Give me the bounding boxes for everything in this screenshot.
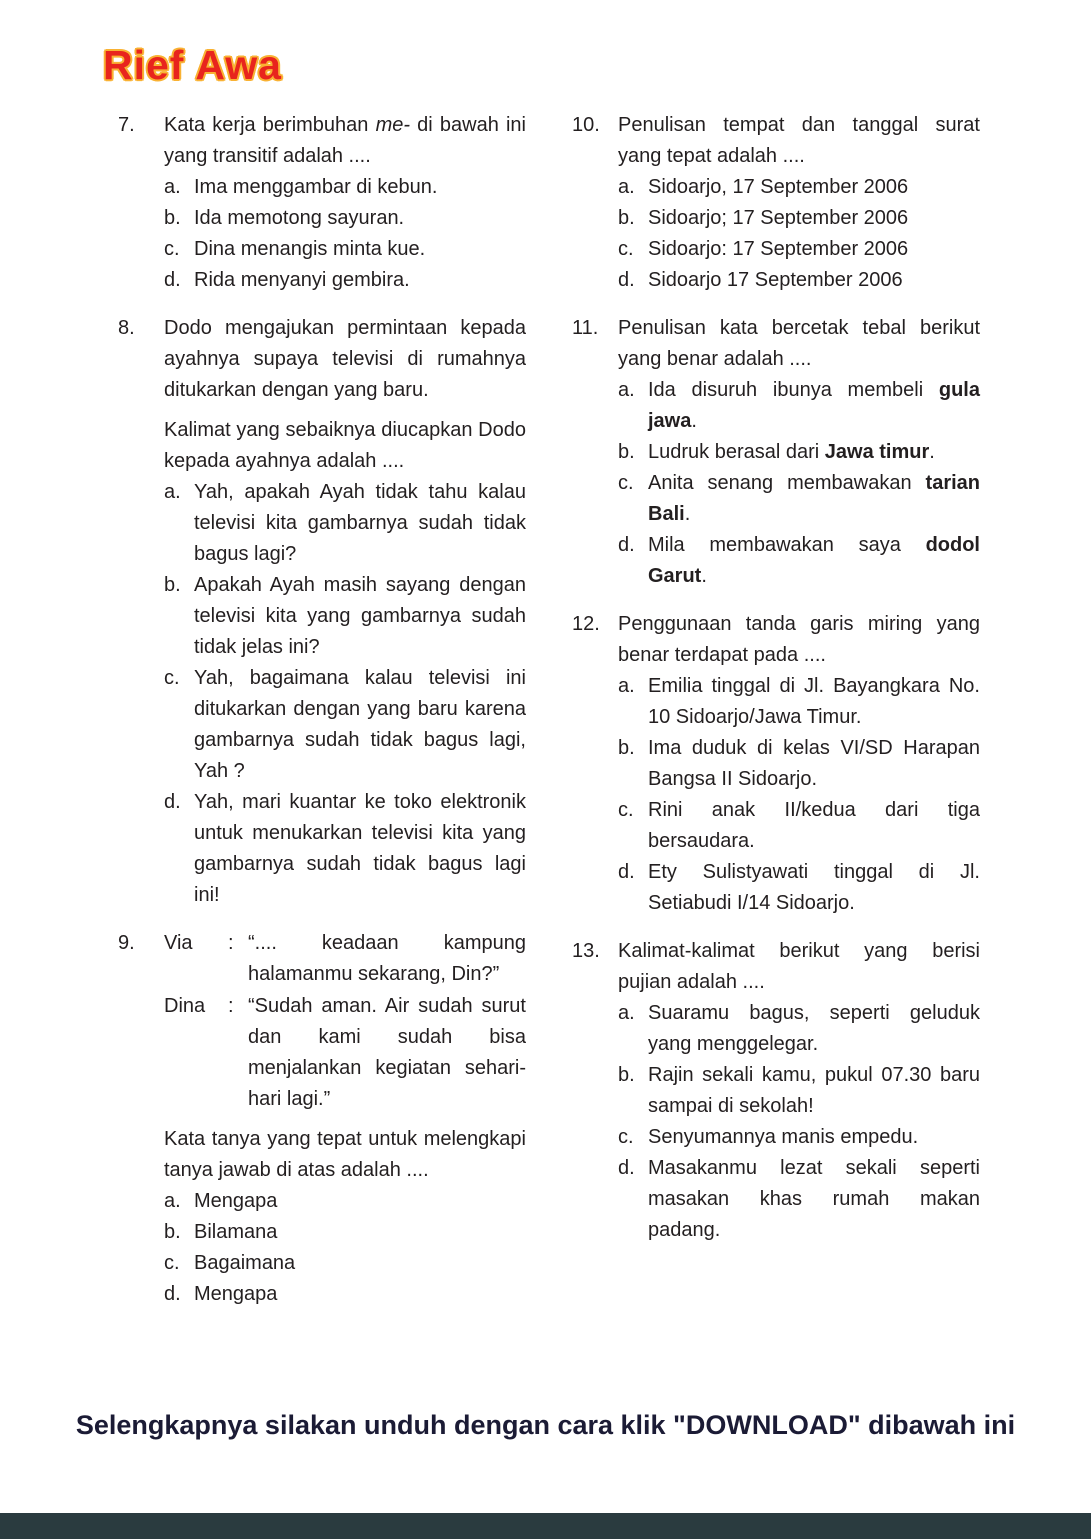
option-text	[648, 437, 980, 468]
question-9	[118, 928, 526, 1310]
option-a	[164, 1186, 526, 1217]
question-number: 11.	[572, 317, 599, 339]
option-d	[164, 265, 526, 296]
text-segment: Kalimat yang sebaiknya diucapkan Dodo kepada ayahnya adalah ....	[164, 419, 526, 472]
option-b	[164, 570, 526, 663]
option-text	[648, 998, 980, 1060]
option-label: b.	[164, 207, 181, 229]
text-segment: Mengapa	[194, 1283, 278, 1305]
option-b	[618, 203, 980, 234]
text-segment: .	[684, 503, 691, 525]
option-text	[648, 1122, 980, 1153]
question-8	[118, 313, 526, 911]
option-text	[648, 1060, 980, 1122]
option-c	[164, 1248, 526, 1279]
text-segment: Penulisan kata bercetak tebal berikut yang benar adalah ....	[618, 317, 980, 370]
question-number: 9.	[118, 932, 135, 954]
question-text	[618, 936, 980, 998]
option-text	[194, 234, 526, 265]
option-label: d.	[618, 861, 635, 883]
question-body	[618, 609, 980, 919]
option-text	[194, 570, 526, 663]
option-label: b.	[618, 737, 635, 759]
text-segment: Masakanmu lezat sekali seperti masakan khas rumah makan padang.	[648, 1157, 980, 1241]
option-a	[618, 172, 980, 203]
option-label: c.	[164, 238, 180, 260]
option-text	[648, 265, 980, 296]
question-body	[618, 110, 980, 296]
option-c	[164, 234, 526, 265]
option-text	[648, 857, 980, 919]
question-13	[572, 936, 980, 1246]
dialogue-text: “.... keadaan kampung halamanmu sekarang, Din?”	[248, 932, 526, 985]
text-segment: Anita senang membawakan	[648, 472, 926, 494]
option-label: a.	[618, 176, 635, 198]
option-text	[194, 1186, 526, 1217]
text-segment: Emilia tinggal di Jl. Bayangkara No. 10 Sidoarjo/Jawa Timur.	[648, 675, 980, 728]
option-text	[648, 375, 980, 437]
option-a	[618, 671, 980, 733]
text-segment: Kata kerja berimbuhan	[164, 114, 376, 136]
option-a	[164, 477, 526, 570]
text-segment: Rida menyanyi gembira.	[194, 269, 410, 291]
dialogue-speaker: Via	[164, 932, 193, 954]
question-body	[618, 936, 980, 1246]
text-segment: Bagaimana	[194, 1252, 296, 1274]
question-11	[572, 313, 980, 592]
text-segment: Penulisan tempat dan tanggal surat yang tepat adalah ....	[618, 114, 980, 167]
dialogue-colon: :	[228, 932, 234, 954]
option-text	[648, 1153, 980, 1246]
option-label: a.	[164, 176, 181, 198]
option-label: c.	[618, 472, 634, 494]
text-segment: Sidoarjo 17 September 2006	[648, 269, 903, 291]
option-text	[194, 203, 526, 234]
option-label: c.	[164, 667, 180, 689]
option-text	[194, 1217, 526, 1248]
question-body	[618, 313, 980, 592]
text-segment: Ima menggambar di kebun.	[194, 176, 438, 198]
question-7	[118, 110, 526, 296]
option-d	[164, 1279, 526, 1310]
column-right	[572, 110, 980, 1327]
text-segment: Ida memotong sayuran.	[194, 207, 405, 229]
option-label: d.	[164, 1283, 181, 1305]
option-text	[194, 787, 526, 911]
option-label: a.	[618, 1002, 635, 1024]
text-segment: di bawah ini yang transitif adalah ....	[164, 114, 526, 167]
text-segment: Kata tanya yang tepat untuk melengkapi tanya jawab di atas adalah ....	[164, 1128, 526, 1181]
option-c	[618, 795, 980, 857]
option-text	[194, 172, 526, 203]
option-label: b.	[618, 207, 635, 229]
option-label: b.	[164, 574, 181, 596]
rief-awa-logo: Rief Awa	[103, 42, 282, 88]
question-text	[618, 609, 980, 671]
option-label: d.	[618, 269, 635, 291]
text-segment: .	[929, 441, 935, 463]
option-label: b.	[618, 441, 635, 463]
question-text	[618, 313, 980, 375]
option-text	[648, 795, 980, 857]
text-segment: tarian Bali	[648, 472, 980, 525]
option-label: c.	[618, 1126, 634, 1148]
option-text	[648, 733, 980, 795]
text-segment: Bilamana	[194, 1221, 278, 1243]
option-text	[648, 530, 980, 592]
option-d	[618, 530, 980, 592]
option-text	[194, 477, 526, 570]
question-number: 8.	[118, 317, 135, 339]
option-b	[164, 1217, 526, 1248]
text-segment: Sidoarjo, 17 September 2006	[648, 176, 909, 198]
text-segment: Sidoarjo; 17 September 2006	[648, 207, 909, 229]
option-label: c.	[618, 238, 634, 260]
dialogue-speaker: Dina	[164, 995, 206, 1017]
option-text	[648, 172, 980, 203]
text-segment: Yah, bagaimana kalau televisi ini ditukarkan dengan yang baru karena gambarnya sudah tidak bagus lagi, Yah ?	[194, 667, 526, 782]
text-segment: Apakah Ayah masih sayang dengan televisi kita yang gambarnya sudah tidak jelas ini?	[194, 574, 526, 658]
text-segment: .	[691, 410, 697, 432]
text-segment: gula jawa	[648, 379, 980, 432]
option-label: a.	[618, 379, 635, 401]
column-left	[118, 110, 526, 1327]
text-segment: Ludruk berasal dari	[648, 441, 825, 463]
question-number: 12.	[572, 613, 600, 635]
option-d	[618, 1153, 980, 1246]
option-label: b.	[164, 1221, 181, 1243]
question-body	[164, 110, 526, 296]
text-segment: me-	[375, 114, 411, 136]
dialogue-text: “Sudah aman. Air sudah surut dan kami sudah bisa menjalankan kegiatan sehari-hari lagi.”	[248, 995, 526, 1110]
option-text	[648, 203, 980, 234]
text-segment: Mengapa	[194, 1190, 278, 1212]
text-segment: Ima duduk di kelas VI/SD Harapan Bangsa II Sidoarjo.	[648, 737, 980, 790]
text-segment: Suaramu bagus, seperti geluduk yang menggelegar.	[648, 1002, 980, 1055]
question-text	[164, 110, 526, 172]
text-segment: Senyumannya manis empedu.	[648, 1126, 919, 1148]
option-a	[618, 998, 980, 1060]
text-segment: dodol Garut	[648, 534, 980, 587]
text-segment: Kalimat-kalimat berikut yang berisi pujian adalah ....	[618, 940, 980, 993]
question-12	[572, 609, 980, 919]
option-label: d.	[164, 791, 181, 813]
option-c	[618, 468, 980, 530]
option-label: a.	[618, 675, 635, 697]
option-label: d.	[618, 1157, 635, 1179]
dialogue-colon: :	[228, 995, 234, 1017]
questions-area	[118, 110, 980, 1327]
dialogue-line	[164, 991, 526, 1115]
option-label: b.	[618, 1064, 635, 1086]
text-segment: Yah, apakah Ayah tidak tahu kalau televisi kita gambarnya sudah tidak bagus lagi?	[194, 481, 526, 565]
option-d	[164, 787, 526, 911]
option-text	[648, 671, 980, 733]
option-text	[194, 663, 526, 787]
question-body	[164, 928, 526, 1310]
option-text	[648, 234, 980, 265]
option-d	[618, 857, 980, 919]
question-10	[572, 110, 980, 296]
option-b	[618, 1060, 980, 1122]
text-segment: Dina menangis minta kue.	[194, 238, 426, 260]
text-segment: Ety Sulistyawati tinggal di Jl. Setiabudi I/14 Sidoarjo.	[648, 861, 980, 914]
question-text	[164, 415, 526, 477]
option-label: d.	[164, 269, 181, 291]
question-number: 10.	[572, 114, 600, 136]
dialogue-line	[164, 928, 526, 990]
option-label: d.	[618, 534, 635, 556]
text-segment: Jawa timur	[824, 441, 930, 463]
option-c	[618, 1122, 980, 1153]
option-b	[618, 437, 980, 468]
question-text	[618, 110, 980, 172]
option-text	[194, 265, 526, 296]
text-segment: Penggunaan tanda garis miring yang benar terdapat pada ....	[618, 613, 980, 666]
option-text	[194, 1248, 526, 1279]
question-number: 13.	[572, 940, 600, 962]
option-c	[164, 663, 526, 787]
text-segment: Sidoarjo: 17 September 2006	[648, 238, 909, 260]
text-segment: Mila membawakan saya	[648, 534, 926, 556]
text-segment: .	[701, 565, 707, 587]
option-b	[618, 733, 980, 795]
question-text	[164, 1124, 526, 1186]
option-text	[194, 1279, 526, 1310]
download-note: Selengkapnya silakan unduh dengan cara klik "DOWNLOAD" dibawah ini	[75, 1410, 1016, 1440]
text-segment: Dodo mengajukan permintaan kepada ayahnya supaya televisi di rumahnya ditukarkan dengan yang baru.	[164, 317, 526, 401]
option-text	[648, 468, 980, 530]
option-b	[164, 203, 526, 234]
option-d	[618, 265, 980, 296]
option-c	[618, 234, 980, 265]
option-label: c.	[164, 1252, 180, 1274]
question-number: 7.	[118, 114, 135, 136]
option-label: c.	[618, 799, 634, 821]
text-segment: Rini anak II/kedua dari tiga bersaudara.	[648, 799, 980, 852]
option-label: a.	[164, 481, 181, 503]
text-segment: Ida disuruh ibunya membeli	[648, 379, 939, 401]
option-a	[618, 375, 980, 437]
text-segment: Yah, mari kuantar ke toko elektronik untuk menukarkan televisi kita yang gambarnya sudah tidak bagus lagi ini!	[194, 791, 526, 906]
text-segment: Rajin sekali kamu, pukul 07.30 baru sampai di sekolah!	[648, 1064, 980, 1117]
option-label: a.	[164, 1190, 181, 1212]
bottom-bar	[0, 1513, 1091, 1539]
option-a	[164, 172, 526, 203]
question-text	[164, 313, 526, 406]
question-body	[164, 313, 526, 911]
